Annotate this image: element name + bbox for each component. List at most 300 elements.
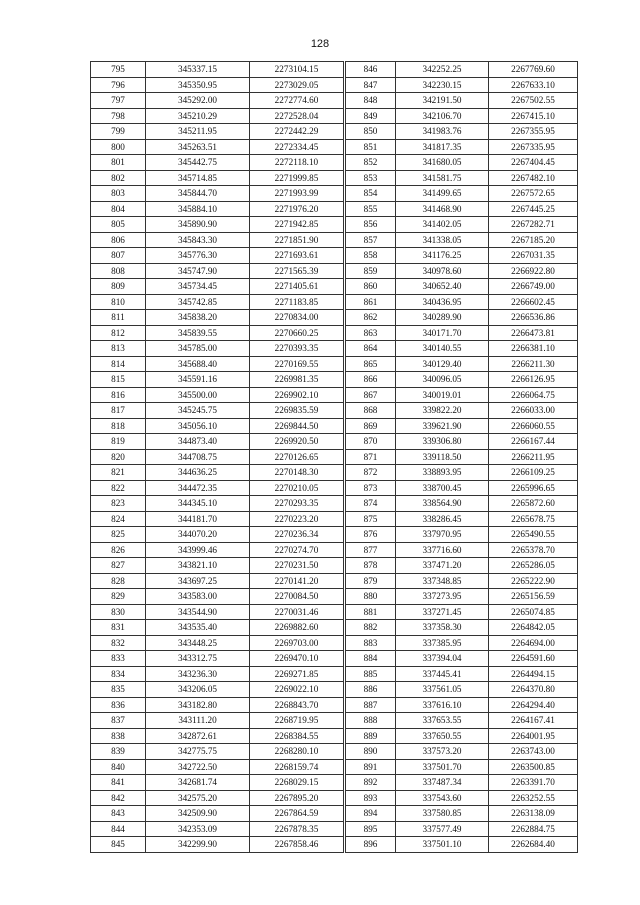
x-coordinate-cell: 345688.40	[146, 356, 250, 372]
y-coordinate-cell: 2267335.95	[489, 139, 578, 155]
y-coordinate-cell: 2270148.30	[250, 465, 344, 481]
y-coordinate-cell: 2267895.20	[250, 790, 344, 806]
table-row	[91, 217, 344, 233]
y-coordinate-cell: 2267185.20	[489, 232, 578, 248]
x-coordinate-cell: 337358.30	[396, 620, 489, 636]
point-number-cell: 865	[346, 356, 396, 372]
point-number-cell: 891	[346, 759, 396, 775]
point-number-cell: 806	[91, 232, 146, 248]
point-number-cell: 833	[91, 651, 146, 667]
point-number-cell: 882	[346, 620, 396, 636]
y-coordinate-cell: 2265378.70	[489, 542, 578, 558]
y-coordinate-cell: 2264370.80	[489, 682, 578, 698]
point-number-cell: 844	[91, 821, 146, 837]
x-coordinate-cell: 338893.95	[396, 465, 489, 481]
point-number-cell: 796	[91, 77, 146, 93]
point-number-cell: 852	[346, 155, 396, 171]
table-row	[91, 527, 344, 543]
x-coordinate-cell: 343821.10	[146, 558, 250, 574]
x-coordinate-cell: 345742.85	[146, 294, 250, 310]
point-number-cell: 829	[91, 589, 146, 605]
table-row	[91, 480, 344, 496]
x-coordinate-cell: 345843.30	[146, 232, 250, 248]
point-number-cell: 824	[91, 511, 146, 527]
x-coordinate-cell: 341581.75	[396, 170, 489, 186]
y-coordinate-cell: 2266922.80	[489, 263, 578, 279]
point-number-cell: 831	[91, 620, 146, 636]
y-coordinate-cell: 2267031.35	[489, 248, 578, 264]
point-number-cell: 809	[91, 279, 146, 295]
x-coordinate-cell: 337580.85	[396, 806, 489, 822]
y-coordinate-cell: 2268159.74	[250, 759, 344, 775]
y-coordinate-cell: 2269981.35	[250, 372, 344, 388]
point-number-cell: 892	[346, 775, 396, 791]
x-coordinate-cell: 343111.20	[146, 713, 250, 729]
point-number-cell: 805	[91, 217, 146, 233]
point-number-cell: 840	[91, 759, 146, 775]
point-number-cell: 862	[346, 310, 396, 326]
table-row	[346, 527, 578, 543]
y-coordinate-cell: 2269703.00	[250, 635, 344, 651]
table-row	[346, 77, 578, 93]
point-number-cell: 896	[346, 837, 396, 853]
point-number-cell: 873	[346, 480, 396, 496]
point-number-cell: 834	[91, 666, 146, 682]
point-number-cell: 813	[91, 341, 146, 357]
x-coordinate-cell: 345337.15	[146, 62, 250, 78]
x-coordinate-cell: 337653.55	[396, 713, 489, 729]
x-coordinate-cell: 343206.05	[146, 682, 250, 698]
point-number-cell: 795	[91, 62, 146, 78]
x-coordinate-cell: 344181.70	[146, 511, 250, 527]
y-coordinate-cell: 2262684.40	[489, 837, 578, 853]
y-coordinate-cell: 2271183.85	[250, 294, 344, 310]
y-coordinate-cell: 2273029.05	[250, 77, 344, 93]
table-row	[346, 465, 578, 481]
y-coordinate-cell: 2269920.50	[250, 434, 344, 450]
x-coordinate-cell: 345245.75	[146, 403, 250, 419]
x-coordinate-cell: 340171.70	[396, 325, 489, 341]
table-row	[346, 837, 578, 853]
point-number-cell: 828	[91, 573, 146, 589]
y-coordinate-cell: 2272442.29	[250, 124, 344, 140]
x-coordinate-cell: 340019.01	[396, 387, 489, 403]
x-coordinate-cell: 339118.50	[396, 449, 489, 465]
point-number-cell: 837	[91, 713, 146, 729]
point-number-cell: 860	[346, 279, 396, 295]
table-row	[346, 263, 578, 279]
table-row	[346, 93, 578, 109]
table-row	[346, 449, 578, 465]
table-row	[346, 651, 578, 667]
page-number: 128	[310, 38, 330, 50]
table-row	[346, 155, 578, 171]
y-coordinate-cell: 2268029.15	[250, 775, 344, 791]
y-coordinate-cell: 2266033.00	[489, 403, 578, 419]
y-coordinate-cell: 2269271.85	[250, 666, 344, 682]
point-number-cell: 889	[346, 728, 396, 744]
table-row	[91, 728, 344, 744]
y-coordinate-cell: 2270084.50	[250, 589, 344, 605]
table-row	[346, 186, 578, 202]
y-coordinate-cell: 2267415.10	[489, 108, 578, 124]
point-number-cell: 893	[346, 790, 396, 806]
point-number-cell: 878	[346, 558, 396, 574]
x-coordinate-cell: 345292.00	[146, 93, 250, 109]
x-coordinate-cell: 344636.25	[146, 465, 250, 481]
y-coordinate-cell: 2263391.70	[489, 775, 578, 791]
point-number-cell: 826	[91, 542, 146, 558]
table-row	[91, 248, 344, 264]
point-number-cell: 879	[346, 573, 396, 589]
x-coordinate-cell: 337385.95	[396, 635, 489, 651]
point-number-cell: 861	[346, 294, 396, 310]
table-row	[91, 465, 344, 481]
x-coordinate-cell: 337394.04	[396, 651, 489, 667]
y-coordinate-cell: 2266381.10	[489, 341, 578, 357]
point-number-cell: 894	[346, 806, 396, 822]
y-coordinate-cell: 2271942.85	[250, 217, 344, 233]
x-coordinate-cell: 342509.90	[146, 806, 250, 822]
y-coordinate-cell: 2270126.65	[250, 449, 344, 465]
table-row	[346, 821, 578, 837]
table-row	[91, 310, 344, 326]
x-coordinate-cell: 341983.76	[396, 124, 489, 140]
x-coordinate-cell: 344873.40	[146, 434, 250, 450]
x-coordinate-cell: 342722.50	[146, 759, 250, 775]
x-coordinate-cell: 345839.55	[146, 325, 250, 341]
x-coordinate-cell: 345776.30	[146, 248, 250, 264]
table-row	[91, 744, 344, 760]
x-coordinate-cell: 345350.95	[146, 77, 250, 93]
y-coordinate-cell: 2264494.15	[489, 666, 578, 682]
x-coordinate-cell: 340978.60	[396, 263, 489, 279]
x-coordinate-cell: 338700.45	[396, 480, 489, 496]
table-row	[346, 666, 578, 682]
table-row	[91, 155, 344, 171]
y-coordinate-cell: 2268719.95	[250, 713, 344, 729]
table-row	[346, 511, 578, 527]
table-row	[346, 573, 578, 589]
table-row	[346, 418, 578, 434]
point-number-cell: 801	[91, 155, 146, 171]
x-coordinate-cell: 345263.51	[146, 139, 250, 155]
table-row	[346, 744, 578, 760]
point-number-cell: 832	[91, 635, 146, 651]
y-coordinate-cell: 2267769.60	[489, 62, 578, 78]
y-coordinate-cell: 2266473.81	[489, 325, 578, 341]
y-coordinate-cell: 2262884.75	[489, 821, 578, 837]
x-coordinate-cell: 344708.75	[146, 449, 250, 465]
x-coordinate-cell: 338286.45	[396, 511, 489, 527]
table-row	[91, 449, 344, 465]
table-row	[346, 124, 578, 140]
x-coordinate-cell: 342775.75	[146, 744, 250, 760]
y-coordinate-cell: 2270031.46	[250, 604, 344, 620]
point-number-cell: 846	[346, 62, 396, 78]
y-coordinate-cell: 2272528.04	[250, 108, 344, 124]
table-row	[346, 62, 578, 78]
point-number-cell: 867	[346, 387, 396, 403]
point-number-cell: 871	[346, 449, 396, 465]
table-row	[346, 372, 578, 388]
y-coordinate-cell: 2270236.34	[250, 527, 344, 543]
table-row	[91, 682, 344, 698]
point-number-cell: 886	[346, 682, 396, 698]
y-coordinate-cell: 2273104.15	[250, 62, 344, 78]
coordinate-table-left	[90, 61, 344, 853]
table-row	[91, 775, 344, 791]
table-row	[91, 666, 344, 682]
table-row	[91, 759, 344, 775]
point-number-cell: 815	[91, 372, 146, 388]
table-row	[346, 790, 578, 806]
point-number-cell: 877	[346, 542, 396, 558]
x-coordinate-cell: 341499.65	[396, 186, 489, 202]
table-row	[346, 217, 578, 233]
x-coordinate-cell: 343236.30	[146, 666, 250, 682]
x-coordinate-cell: 342106.70	[396, 108, 489, 124]
point-number-cell: 825	[91, 527, 146, 543]
x-coordinate-cell: 340096.05	[396, 372, 489, 388]
y-coordinate-cell: 2269835.59	[250, 403, 344, 419]
y-coordinate-cell: 2268843.70	[250, 697, 344, 713]
table-row	[91, 496, 344, 512]
point-number-cell: 863	[346, 325, 396, 341]
table-row	[91, 263, 344, 279]
y-coordinate-cell: 2266167.44	[489, 434, 578, 450]
x-coordinate-cell: 338564.90	[396, 496, 489, 512]
x-coordinate-cell: 341468.90	[396, 201, 489, 217]
y-coordinate-cell: 2267878.35	[250, 821, 344, 837]
table-row	[346, 589, 578, 605]
point-number-cell: 799	[91, 124, 146, 140]
point-number-cell: 868	[346, 403, 396, 419]
table-row	[91, 651, 344, 667]
point-number-cell: 822	[91, 480, 146, 496]
x-coordinate-cell: 342191.50	[396, 93, 489, 109]
x-coordinate-cell: 343535.40	[146, 620, 250, 636]
table-row	[346, 403, 578, 419]
y-coordinate-cell: 2270660.25	[250, 325, 344, 341]
y-coordinate-cell: 2269022.10	[250, 682, 344, 698]
point-number-cell: 836	[91, 697, 146, 713]
x-coordinate-cell: 337543.60	[396, 790, 489, 806]
y-coordinate-cell: 2266749.00	[489, 279, 578, 295]
y-coordinate-cell: 2270231.50	[250, 558, 344, 574]
y-coordinate-cell: 2270169.55	[250, 356, 344, 372]
y-coordinate-cell: 2266536.86	[489, 310, 578, 326]
table-row	[91, 232, 344, 248]
point-number-cell: 885	[346, 666, 396, 682]
table-row	[346, 248, 578, 264]
x-coordinate-cell: 339306.80	[396, 434, 489, 450]
table-row	[346, 806, 578, 822]
table-row	[91, 170, 344, 186]
x-coordinate-cell: 345884.10	[146, 201, 250, 217]
point-number-cell: 883	[346, 635, 396, 651]
y-coordinate-cell: 2272118.10	[250, 155, 344, 171]
point-number-cell: 884	[346, 651, 396, 667]
y-coordinate-cell: 2266064.75	[489, 387, 578, 403]
y-coordinate-cell: 2267572.65	[489, 186, 578, 202]
table-row	[91, 821, 344, 837]
point-number-cell: 855	[346, 201, 396, 217]
table-row	[346, 713, 578, 729]
y-coordinate-cell: 2267858.46	[250, 837, 344, 853]
point-number-cell: 851	[346, 139, 396, 155]
x-coordinate-cell: 345785.00	[146, 341, 250, 357]
y-coordinate-cell: 2267282.71	[489, 217, 578, 233]
y-coordinate-cell: 2267404.45	[489, 155, 578, 171]
x-coordinate-cell: 337616.10	[396, 697, 489, 713]
x-coordinate-cell: 344070.20	[146, 527, 250, 543]
point-number-cell: 804	[91, 201, 146, 217]
table-row	[346, 356, 578, 372]
y-coordinate-cell: 2266602.45	[489, 294, 578, 310]
point-number-cell: 875	[346, 511, 396, 527]
y-coordinate-cell: 2266211.30	[489, 356, 578, 372]
x-coordinate-cell: 337471.20	[396, 558, 489, 574]
x-coordinate-cell: 342872.61	[146, 728, 250, 744]
table-row	[346, 294, 578, 310]
table-row	[91, 418, 344, 434]
table-row	[346, 108, 578, 124]
table-row	[346, 170, 578, 186]
y-coordinate-cell: 2266109.25	[489, 465, 578, 481]
y-coordinate-cell: 2265678.75	[489, 511, 578, 527]
table-row	[346, 232, 578, 248]
x-coordinate-cell: 337501.70	[396, 759, 489, 775]
x-coordinate-cell: 339822.20	[396, 403, 489, 419]
x-coordinate-cell: 342252.25	[396, 62, 489, 78]
table-row	[91, 604, 344, 620]
table-row	[91, 201, 344, 217]
x-coordinate-cell: 341338.05	[396, 232, 489, 248]
y-coordinate-cell: 2264001.95	[489, 728, 578, 744]
x-coordinate-cell: 343312.75	[146, 651, 250, 667]
point-number-cell: 816	[91, 387, 146, 403]
x-coordinate-cell: 345838.20	[146, 310, 250, 326]
x-coordinate-cell: 345734.45	[146, 279, 250, 295]
table-row	[346, 341, 578, 357]
point-number-cell: 819	[91, 434, 146, 450]
point-number-cell: 866	[346, 372, 396, 388]
point-number-cell: 827	[91, 558, 146, 574]
y-coordinate-cell: 2265996.65	[489, 480, 578, 496]
x-coordinate-cell: 343448.25	[146, 635, 250, 651]
x-coordinate-cell: 345591.16	[146, 372, 250, 388]
point-number-cell: 890	[346, 744, 396, 760]
x-coordinate-cell: 337573.20	[396, 744, 489, 760]
point-number-cell: 845	[91, 837, 146, 853]
x-coordinate-cell: 345442.75	[146, 155, 250, 171]
table-row	[346, 434, 578, 450]
point-number-cell: 818	[91, 418, 146, 434]
point-number-cell: 864	[346, 341, 396, 357]
table-row	[346, 620, 578, 636]
table-row	[91, 403, 344, 419]
point-number-cell: 842	[91, 790, 146, 806]
x-coordinate-cell: 343182.80	[146, 697, 250, 713]
y-coordinate-cell: 2270393.35	[250, 341, 344, 357]
x-coordinate-cell: 337650.55	[396, 728, 489, 744]
y-coordinate-cell: 2268384.55	[250, 728, 344, 744]
table-row	[91, 325, 344, 341]
y-coordinate-cell: 2265872.60	[489, 496, 578, 512]
table-row	[346, 139, 578, 155]
point-number-cell: 808	[91, 263, 146, 279]
point-number-cell: 856	[346, 217, 396, 233]
x-coordinate-cell: 345211.95	[146, 124, 250, 140]
y-coordinate-cell: 2264842.05	[489, 620, 578, 636]
table-row	[346, 682, 578, 698]
point-number-cell: 811	[91, 310, 146, 326]
table-row	[346, 387, 578, 403]
x-coordinate-cell: 339621.90	[396, 418, 489, 434]
x-coordinate-cell: 344345.10	[146, 496, 250, 512]
y-coordinate-cell: 2264294.40	[489, 697, 578, 713]
point-number-cell: 870	[346, 434, 396, 450]
point-number-cell: 838	[91, 728, 146, 744]
table-row	[346, 728, 578, 744]
y-coordinate-cell: 2266211.95	[489, 449, 578, 465]
point-number-cell: 812	[91, 325, 146, 341]
x-coordinate-cell: 337487.34	[396, 775, 489, 791]
y-coordinate-cell: 2269882.60	[250, 620, 344, 636]
x-coordinate-cell: 342230.15	[396, 77, 489, 93]
table-row	[91, 511, 344, 527]
point-number-cell: 887	[346, 697, 396, 713]
y-coordinate-cell: 2271993.99	[250, 186, 344, 202]
point-number-cell: 876	[346, 527, 396, 543]
y-coordinate-cell: 2269902.10	[250, 387, 344, 403]
coordinate-table-right	[345, 61, 578, 853]
y-coordinate-cell: 2270210.05	[250, 480, 344, 496]
y-coordinate-cell: 2265490.55	[489, 527, 578, 543]
point-number-cell: 823	[91, 496, 146, 512]
x-coordinate-cell: 337970.95	[396, 527, 489, 543]
table-row	[346, 558, 578, 574]
table-row	[346, 496, 578, 512]
point-number-cell: 859	[346, 263, 396, 279]
x-coordinate-cell: 341680.05	[396, 155, 489, 171]
y-coordinate-cell: 2272774.60	[250, 93, 344, 109]
table-row	[91, 186, 344, 202]
table-row	[91, 77, 344, 93]
x-coordinate-cell: 342681.74	[146, 775, 250, 791]
point-number-cell: 814	[91, 356, 146, 372]
y-coordinate-cell: 2263252.55	[489, 790, 578, 806]
table-row	[91, 372, 344, 388]
table-row	[346, 635, 578, 651]
point-number-cell: 872	[346, 465, 396, 481]
y-coordinate-cell: 2267864.59	[250, 806, 344, 822]
x-coordinate-cell: 345714.85	[146, 170, 250, 186]
x-coordinate-cell: 340652.40	[396, 279, 489, 295]
x-coordinate-cell: 343999.46	[146, 542, 250, 558]
point-number-cell: 841	[91, 775, 146, 791]
y-coordinate-cell: 2264167.41	[489, 713, 578, 729]
table-row	[346, 325, 578, 341]
point-number-cell: 874	[346, 496, 396, 512]
y-coordinate-cell: 2265286.05	[489, 558, 578, 574]
point-number-cell: 839	[91, 744, 146, 760]
table-row	[346, 542, 578, 558]
y-coordinate-cell: 2270223.20	[250, 511, 344, 527]
y-coordinate-cell: 2270274.70	[250, 542, 344, 558]
point-number-cell: 843	[91, 806, 146, 822]
